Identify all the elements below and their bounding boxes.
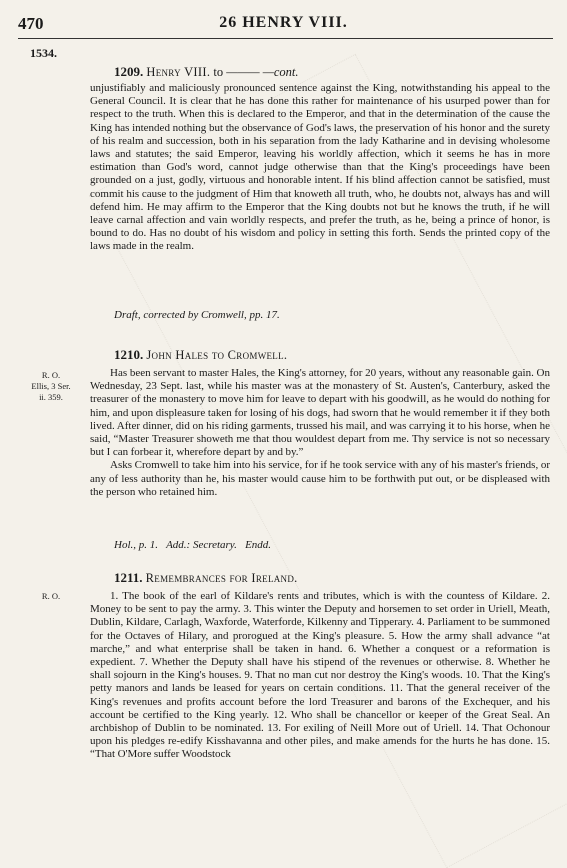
running-head: [18, 14, 549, 36]
entry-number: 1209.: [114, 64, 144, 79]
margin-citation: Ellis, 3 Ser.: [31, 381, 71, 391]
entry-1211-heading: [114, 570, 298, 586]
entry-1210-note: [114, 539, 271, 551]
paragraph: 1. The book of the earl of Kildare's rents and tributes, which is with the countess of Kildare. 2. Money to be sent to pay the army. 3. This winter the Deputy and horsemen to set order in Uriell, Meath, Dublin, Kildare, Carlagh, Waxforde, Waterforde, Kilkenny and Tipperary. 4. Parliament to be summoned for the Octaves of Hilary, and prorogued at the King's pleasure. 5. How the army shall advance “at marche,” and what enterprise shall be taken in hand. 6. Whether a conquest or a reformation is expedient. 7. Whether the Deputy shall have his stipend of the revenues or otherwise. 8. Whether he shall sojourn in the King's houses. 9. That no man cut nor destroy the King's woods. 10. That the King's petty manors and lands be leased for years on certain conditions. 11. That the general receiver of the King's revenues and profits account before the lord Treasurer and barons of the Exchequer, and his account be certified to the King yearly. 12. Who shall be chancellor or keeper of the Great Seal. An archbishop of Dublin to be nominated. 13. For exiling of Neill More out of Uriell. 14. That Ochonour upon his pledges re-edify Kisshavanna and other piles, and make amends for the hurts he has done. 15. “That O'More suffer Woodstock: [90, 590, 550, 761]
running-title: 26 HENRY VIII.: [219, 14, 348, 31]
note-part: Endd.: [245, 539, 272, 551]
entry-1209-text: [90, 82, 550, 254]
note-part: Add.: Secretary.: [166, 539, 237, 551]
entry-1209-heading: [114, 64, 298, 80]
entry-title: Henry VIII.: [146, 65, 211, 79]
page-number: 470: [18, 14, 44, 33]
header-rule: [18, 38, 553, 39]
entry-number: 1210.: [114, 347, 144, 362]
margin-citation-page: ii. 359.: [39, 392, 63, 402]
margin-reference-1211: R. O.: [41, 591, 61, 601]
entry-1210-heading: [114, 347, 287, 363]
entry-number: 1211.: [114, 570, 143, 585]
paragraph: Asks Cromwell to take him into his service, for if he took service with any of his master's friends, or any of less authority than he, his master would cause him to be forthwith put out, or be displeased with the person who retained him.: [90, 459, 550, 498]
paragraph: Has been servant to master Hales, the King's attorney, for 20 years, without any reasonable gain. On Wednesday, 23 Sept. last, while his master was at the monastery of St. Austen's, Canterbury, asked the treasurer of the monastery to move him for leave to depart with his goodwill, as he would do nothing for him, and upon displeasure taken for losing of his dogs, had sworn that he would remember it if they both lived. After dinner, did on his riding garments, trussed his mail, and was carrying it to his horse, when he said, “Master Treasurer showeth me that thou wouldest depart from me. Thy service is not so necessary but I can forbear it, wherefore depart by and by.”: [90, 367, 550, 459]
note-part: Hol., p. 1.: [114, 539, 158, 551]
margin-reference-1210: [20, 370, 82, 403]
margin-source: R. O.: [41, 370, 61, 380]
entry-title-cont: ——— —cont.: [226, 65, 299, 79]
paragraph: unjustifiably and maliciously pronounced sentence against the King, notwithstanding his appeal to the General Council. It is clear that he has done this rather for maintenance of his usurped power than for respect to the truth. When this is declared to the Emperor, and that in the determination of the cause the King has intended nothing but the observance of God's laws, the preservation of his honor and the surety of his realm and succession, both in his separation from the lady Katharine and in devising wholesome laws and statutes; the said Emperor, leaving his worldly affection, which it seems he has in more estimation than God's word, cannot judge otherwise than that the King's proceedings have been grounded on a just, godly, virtuous and honorable intent. If his blind affection cannot be satisfied, must commit his cause to the judgment of Him that knoweth all truth, who, he doubts not, always has and will defend him. He may affirm to the Emperor that the King doubts not but he knows the truth, if he will leave carnal affection and vain worldly respects, and prefer the truth, as he, being a prince of honor, is bound to do. Has no doubt of his wisdom and policy in setting this forth. Sends the printed copy of the laws made in the realm.: [90, 82, 550, 253]
entry-title: Remembrances for Ireland.: [145, 571, 298, 585]
year-label: 1534.: [30, 46, 57, 60]
entry-1209-note: Draft, corrected by Cromwell, pp. 17.: [114, 309, 280, 321]
entry-1211-text: [90, 590, 550, 762]
entry-title-to: to: [213, 65, 224, 79]
entry-1210-text: [90, 367, 550, 499]
entry-title: John Hales to Cromwell.: [146, 348, 288, 362]
